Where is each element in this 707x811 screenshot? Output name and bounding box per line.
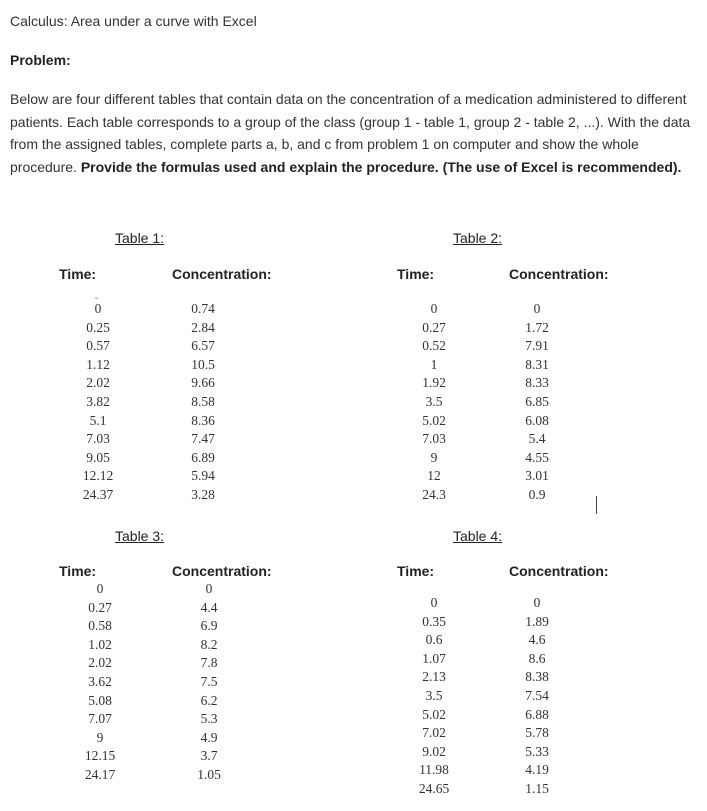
time-cell: 1.92 [422,375,446,391]
concentration-cell: 8.2 [200,636,218,652]
table-1-concentration-header: Concentration: [172,266,272,282]
concentration-cell: 9.66 [191,375,215,391]
time-cell: 11.98 [419,762,449,778]
table-2-caption: Table 2: [453,230,503,246]
problem-text: Below are four different tables that contain data on the concentration of a medication administered to different patients. Each table corresponds to a group of the class (group 1 - table 1, group 2 - table 2, ...). With the data from the assigned tables, complete parts a, b, and c from problem 1 on computer and show the whole procedure. [10,91,691,175]
time-cell: 3.82 [86,393,110,409]
table-1-caption: Table 1: [115,230,165,246]
table-2-concentration-column [512,300,562,505]
concentration-cell: 0.9 [528,486,546,502]
time-cell: 7.03 [422,431,446,447]
time-cell: 0.57 [86,338,110,354]
time-cell: 1.02 [88,636,112,652]
time-cell: 1.07 [422,650,446,666]
table-3-time-column [72,580,128,785]
concentration-cell: 8.31 [525,356,549,372]
time-cell: 24.65 [418,780,450,796]
table-3-time-header: Time: [59,563,97,579]
concentration-cell: 8.38 [525,669,549,685]
time-cell: 12 [427,468,441,484]
time-cell: 0.35 [422,613,446,629]
table-1-concentration-column [178,300,228,505]
time-cell: 0.25 [86,319,110,335]
concentration-cell: 6.89 [191,449,215,465]
concentration-cell: 4.55 [525,449,549,465]
table-4-caption: Table 4: [453,528,503,544]
concentration-cell: 8.58 [191,393,215,409]
time-cell: 24.37 [82,486,114,502]
time-cell: 9.02 [422,743,446,759]
concentration-cell: 7.54 [525,687,549,703]
concentration-cell: 10.5 [191,356,215,372]
concentration-cell: 6.88 [525,706,549,722]
concentration-cell: 4.19 [525,762,549,778]
problem-label: Problem: [10,52,71,68]
concentration-cell: 7.47 [191,431,215,447]
concentration-cell: 1.15 [525,780,549,796]
time-cell: 12.12 [82,468,114,484]
table-1-time-column [70,300,126,505]
time-cell: 5.02 [422,706,446,722]
table-4-time-column [406,594,462,799]
time-cell: 0.27 [88,599,112,615]
time-cell: 9 [96,729,104,745]
time-cell: 0 [96,581,104,596]
table-4-concentration-header: Concentration: [509,563,609,579]
time-cell: 24.17 [84,766,116,782]
time-cell: 0.27 [422,319,446,335]
concentration-cell: 5.78 [525,725,549,741]
concentration-cell: 6.08 [525,412,549,428]
concentration-cell: 6.85 [525,393,549,409]
concentration-cell: 8.6 [528,650,546,666]
table-3-concentration-header: Concentration: [172,563,272,579]
table-2-time-column [406,300,462,505]
time-cell: 2.02 [88,655,112,671]
concentration-cell: 7.5 [200,673,218,689]
time-cell: 0 [430,595,438,610]
table-2-time-header: Time: [397,266,435,282]
time-cell: 5.08 [88,692,112,708]
concentration-cell: 4.9 [200,729,218,745]
concentration-cell: 6.57 [191,338,215,354]
document-title: Calculus: Area under a curve with Excel [10,13,257,29]
concentration-cell: 8.33 [525,375,549,391]
concentration-cell: 8.36 [191,412,215,428]
time-cell: 7.03 [86,431,110,447]
problem-paragraph [10,88,700,178]
concentration-cell: 7.8 [200,655,218,671]
time-cell: 7.07 [88,711,112,727]
concentration-cell: 0 [205,581,213,596]
table-3-concentration-column [184,580,234,785]
time-cell: 7.02 [422,725,446,741]
time-cell: 5.1 [89,412,107,428]
time-cell: 0 [430,301,438,316]
concentration-cell: 3.7 [200,748,218,764]
time-cell: 9.05 [86,449,110,465]
concentration-cell: 5.4 [528,431,546,447]
concentration-cell: 3.28 [191,486,215,502]
time-cell: 1 [430,356,438,372]
time-cell: 5.02 [422,412,446,428]
table-3-caption: Table 3: [115,528,165,544]
time-cell: 12.15 [84,748,116,764]
time-cell: 24.3 [422,486,446,502]
concentration-cell: 0 [533,301,541,316]
text-cursor [596,496,597,514]
time-cell: 0 [94,301,102,316]
table-4-concentration-column [512,594,562,799]
concentration-cell: 4.6 [528,632,546,648]
time-cell: 3.5 [425,393,443,409]
time-cell: 2.13 [422,669,446,685]
table-1-time-header: Time: [59,266,97,282]
time-cell: 3.5 [425,687,443,703]
table-1-mark [95,297,98,299]
concentration-cell: 5.33 [525,743,549,759]
concentration-cell: 0 [533,595,541,610]
concentration-cell: 3.01 [525,468,549,484]
concentration-cell: 6.2 [200,692,218,708]
time-cell: 1.12 [86,356,110,372]
time-cell: 0.52 [422,338,446,354]
time-cell: 9 [430,449,438,465]
concentration-cell: 4.4 [200,599,218,615]
concentration-cell: 1.72 [525,319,549,335]
time-cell: 0.6 [425,632,443,648]
time-cell: 2.02 [86,375,110,391]
concentration-cell: 6.9 [200,618,218,634]
concentration-cell: 2.84 [191,319,215,335]
time-cell: 3.62 [88,673,112,689]
table-2-concentration-header: Concentration: [509,266,609,282]
concentration-cell: 1.89 [525,613,549,629]
concentration-cell: 5.94 [191,468,215,484]
concentration-cell: 0.74 [191,301,215,316]
concentration-cell: 7.91 [525,338,549,354]
concentration-cell: 5.3 [200,711,218,727]
problem-bold-instruction: Provide the formulas used and explain the procedure. (The use of Excel is recommended). [80,158,682,175]
table-4-time-header: Time: [397,563,435,579]
concentration-cell: 1.05 [197,766,221,782]
time-cell: 0.58 [88,618,112,634]
